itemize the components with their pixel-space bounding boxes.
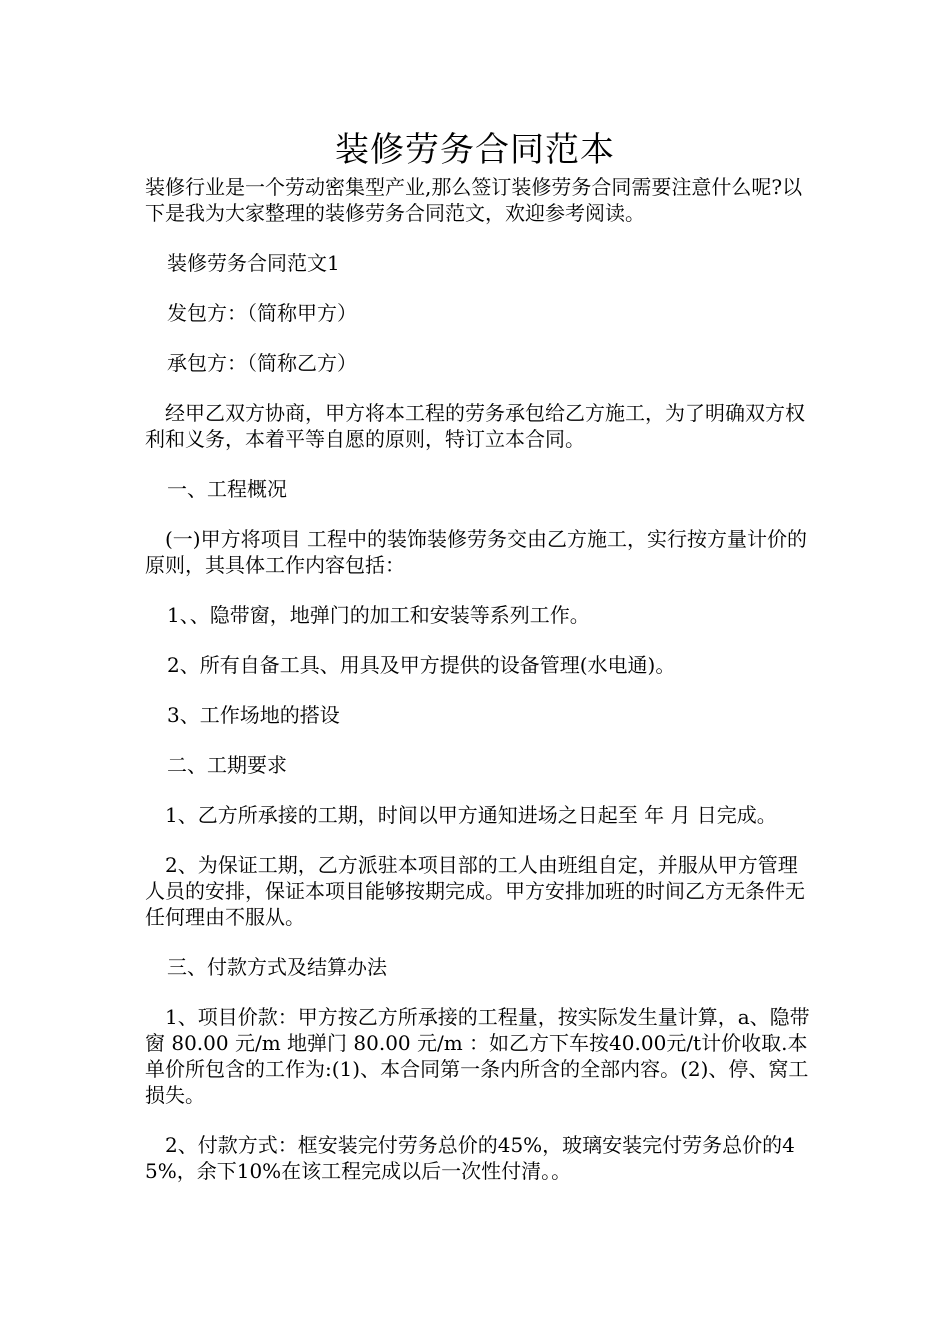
paragraph-party-b: 承包方：（简称乙方）: [167, 351, 357, 375]
document-body: [145, 174, 810, 1184]
paragraph-payment-1: 1、项目价款：甲方按乙方所承接的工程量，按实际发生量计算，a、隐带窗 80.00 元/m 地弹门 80.00 元/m ：如乙方下车按40.00元/t计价收取.本单价所包含的工作为:(1)、本合同第一条内所含的全部内容。(2)、停、窝工损失。: [145, 1005, 810, 1107]
list-item-1: 1、、隐带窗，地弹门的加工和安装等系列工作。: [167, 603, 590, 627]
list-item-3: 3、工作场地的搭设: [167, 703, 340, 727]
paragraph-agreement: 经甲乙双方协商，甲方将本工程的劳务承包给乙方施工，为了明确双方权利和义务，本着平等自愿的原则，特订立本合同。: [145, 401, 805, 451]
document-title: 装修劳务合同范本: [335, 130, 615, 170]
list-item-2: 2、所有自备工具、用具及甲方提供的设备管理(水电通)。: [167, 653, 676, 677]
intro-paragraph: 装修行业是一个劳动密集型产业,那么签订装修劳务合同需要注意什么呢?以下是我为大家整理的装修劳务合同范文，欢迎参考阅读。: [145, 175, 803, 225]
paragraph-party-a: 发包方：（简称甲方）: [167, 301, 357, 325]
paragraph-schedule-2: 2、为保证工期，乙方派驻本项目部的工人由班组自定，并服从甲方管理人员的安排，保证本项目能够按期完成。甲方安排加班的时间乙方无条件无任何理由不服从。: [145, 853, 805, 929]
heading-schedule: 二、工期要求: [167, 753, 287, 777]
heading-project-overview: 一、工程概况: [167, 477, 287, 501]
paragraph-schedule-1: 1、乙方所承接的工期，时间以甲方通知进场之日起至 年 月 日完成。: [145, 803, 777, 827]
paragraph-scope: (一)甲方将项目 工程中的装饰装修劳务交由乙方施工，实行按方量计价的原则，其具体工作内容包括：: [145, 527, 807, 577]
paragraph-payment-2: 2、付款方式：框安装完付劳务总价的45%，玻璃安装完付劳务总价的45%，余下10%在该工程完成以后一次性付清。。: [145, 1133, 795, 1183]
paragraph-section-heading: 装修劳务合同范文1: [167, 251, 340, 275]
heading-payment: 三、付款方式及结算办法: [167, 955, 387, 979]
